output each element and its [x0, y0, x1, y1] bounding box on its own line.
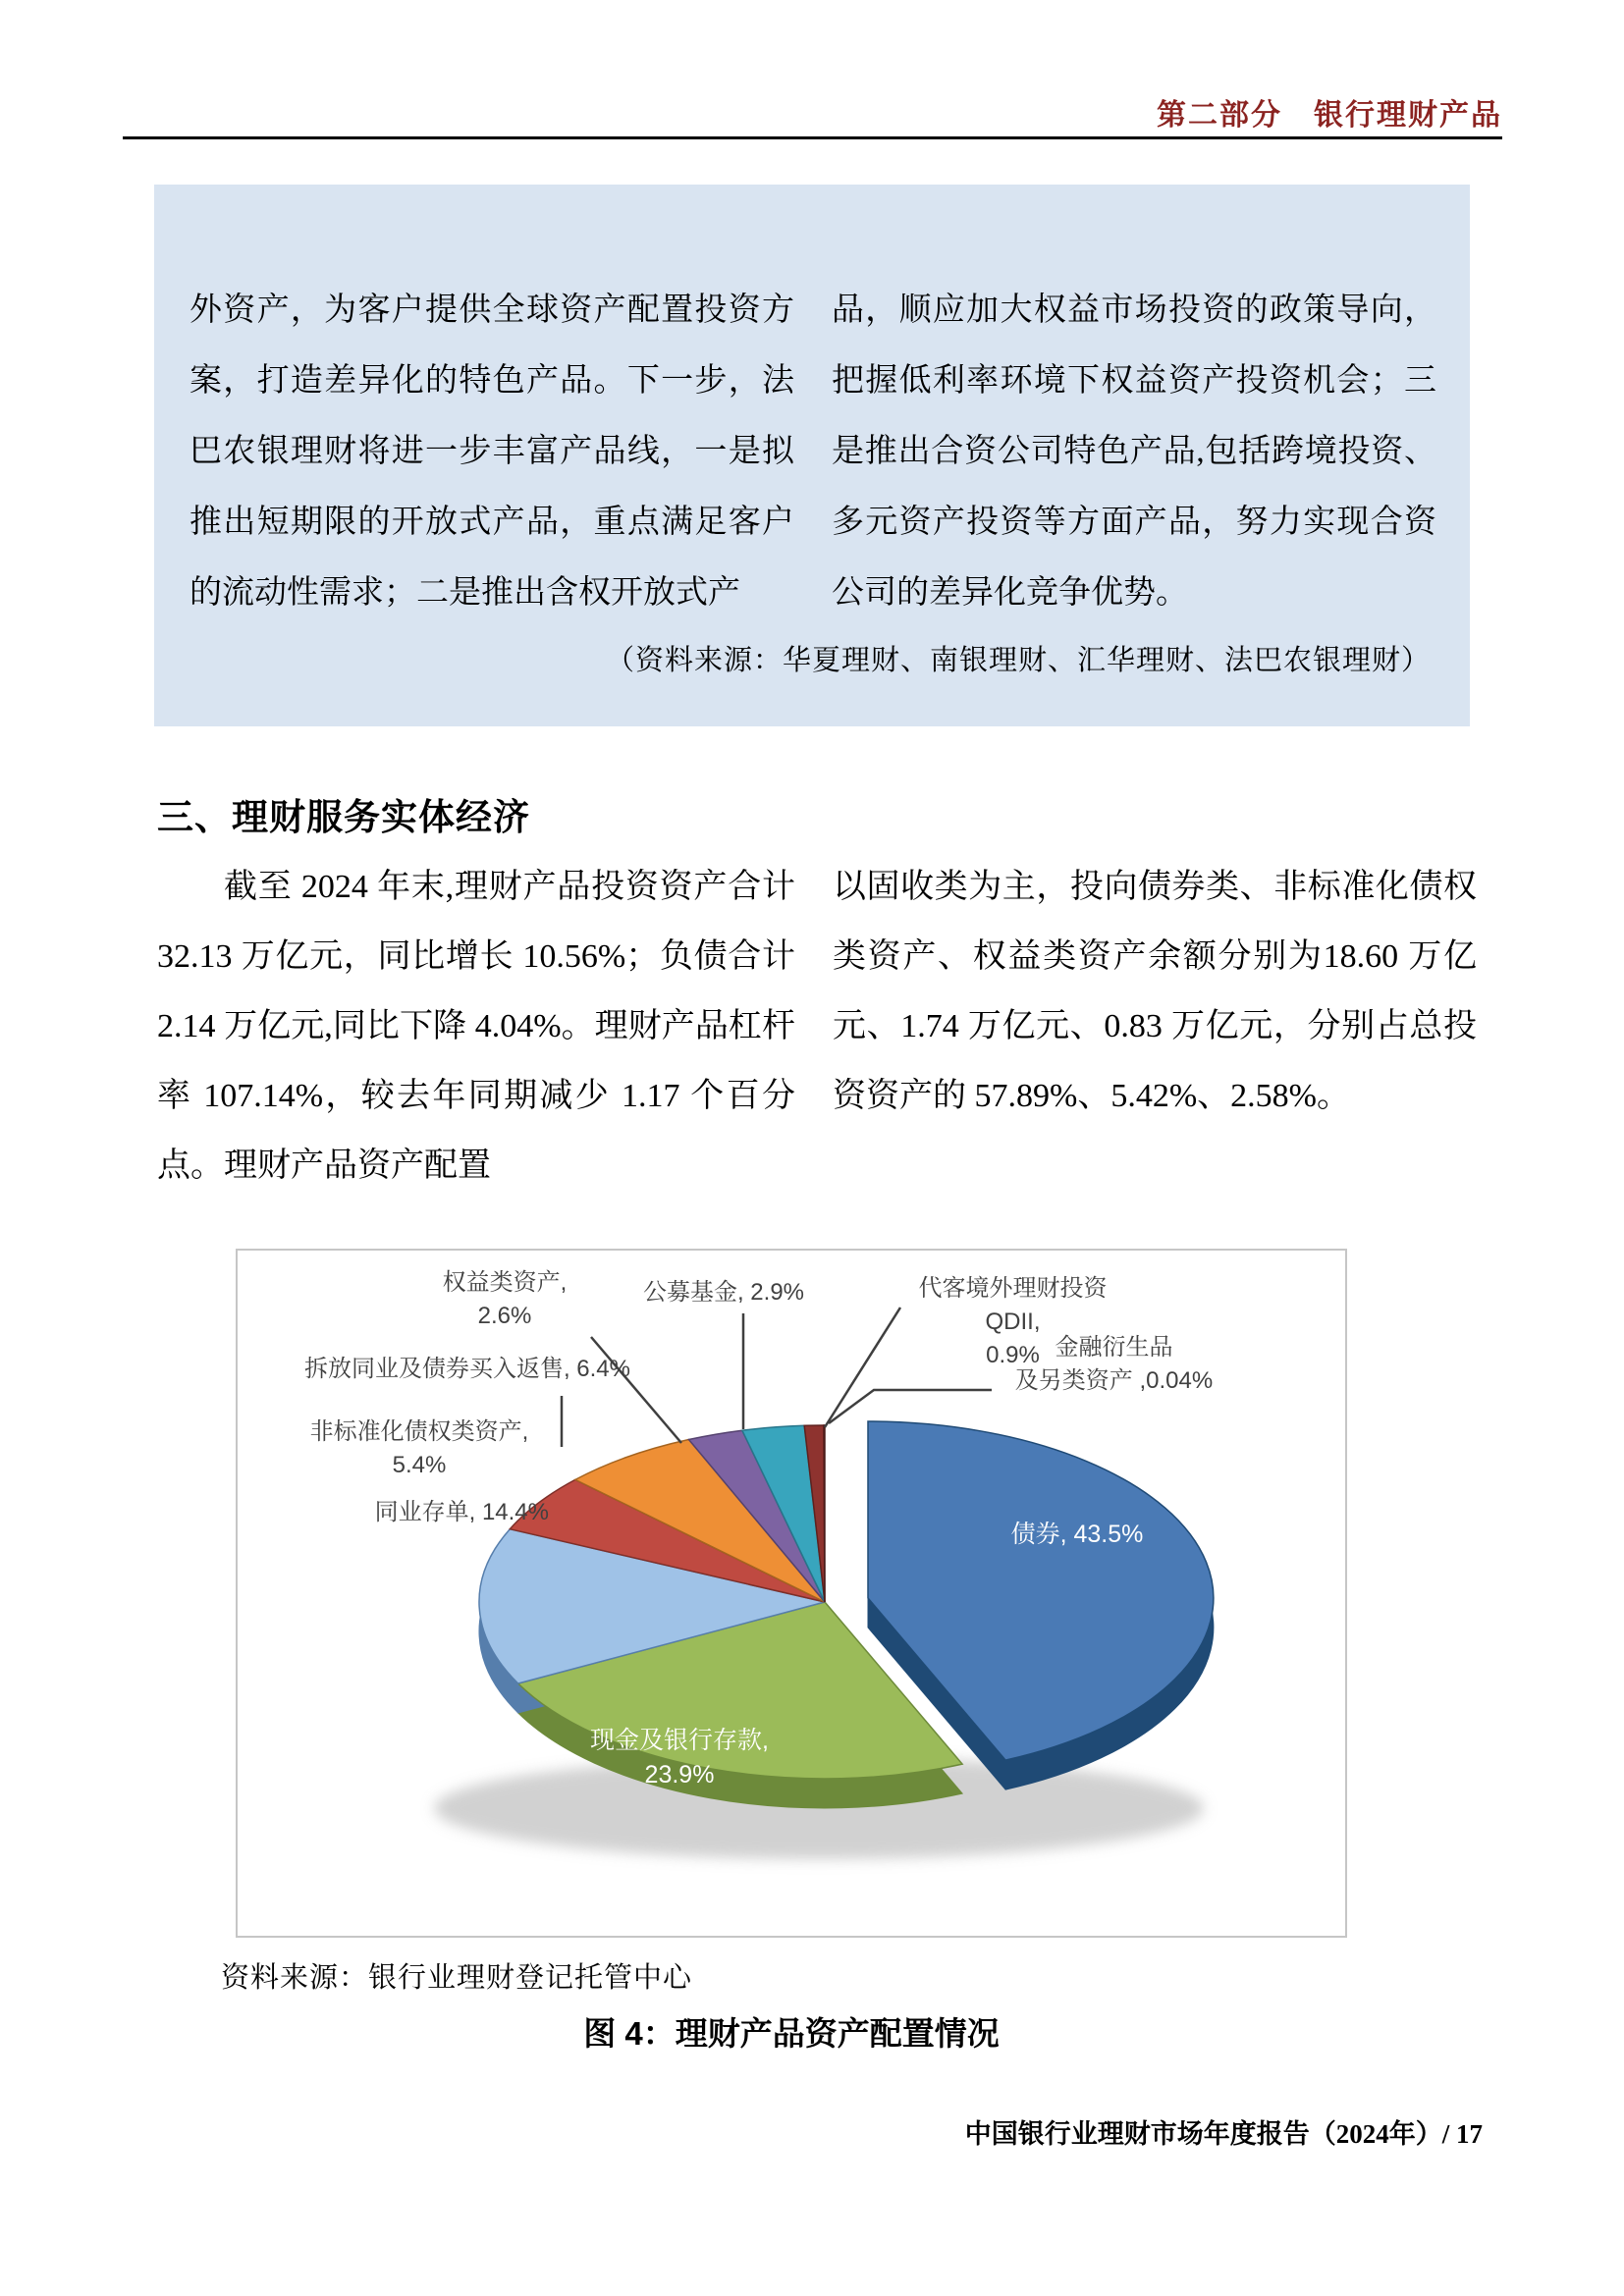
highlight-source-note: （资料来源：华夏理财、南银理财、汇华理财、法巴农银理财）	[605, 645, 1431, 676]
label-bond-slice: 债券, 43.5%	[1010, 1521, 1144, 1548]
leader-derivatives	[829, 1390, 992, 1423]
label-cash-slice: 现金及银行存款, 23.9%	[590, 1727, 769, 1789]
body-left-column	[157, 852, 795, 1201]
callout-interbank-lending: 拆放同业及债券买入返售, 6.4%	[303, 1356, 630, 1382]
callout-public-fund: 公募基金, 2.9%	[642, 1279, 805, 1306]
section-heading: 三、理财服务实体经济	[157, 797, 530, 837]
footer-report-title: 中国银行业理财市场年度报告（2024年）/	[964, 2119, 1450, 2149]
pie-slice-8	[824, 1425, 825, 1602]
pie-chart-figure	[236, 1249, 1347, 1938]
callout-qdii: 代客境外理财投资QDII, 0.9%	[918, 1275, 1108, 1368]
page-header: 第二部分 银行理财产品	[1157, 99, 1502, 132]
body-right-column	[833, 852, 1477, 1131]
footer-page-number: 17	[1456, 2119, 1483, 2149]
callout-derivatives: 金融衍生品 及另类资产 ,0.04%	[1014, 1334, 1214, 1394]
callout-nonstandard-debt: 非标准化债权类资产, 5.4%	[309, 1418, 529, 1478]
highlight-box	[154, 185, 1470, 726]
highlight-right-column: 品，顺应加大权益市场投资的政策导向，把握低利率环境下权益资产投资机会；三是推出合资公司特色产品,包括跨境投资、多元资产投资等方面产品，努力实现合资公司的差异化竞争优势。	[832, 293, 1436, 611]
body-right-paragraph: 以固收类为主，投向债券类、非标准化债权类资产、权益类资产余额分别为18.60 万亿元、1.74 万亿元、0.83 万亿元，分别占总投资资产的 57.89%、5.42%、2.58%。	[833, 869, 1477, 1114]
callout-equity: 权益类资产, 2.6%	[442, 1269, 568, 1329]
figure-caption: 图 4：理财产品资产配置情况	[583, 2015, 1000, 2052]
header-rule	[123, 136, 1502, 139]
leader-qdii	[825, 1308, 900, 1427]
callout-ncd: 同业存单, 14.4%	[374, 1499, 549, 1525]
page-footer	[965, 2112, 1483, 2151]
body-left-paragraph: 截至 2024 年末,理财产品投资资产合计 32.13 万亿元，同比增长 10.56%；负债合计 2.14 万亿元,同比下降 4.04%。理财产品杠杆率 107.14%，较去年同期减少 1.17 个百分点。理财产品资产配置	[157, 869, 795, 1184]
highlight-left-column: 外资产，为客户提供全球资产配置投资方案，打造差异化的特色产品。下一步，法巴农银理财将进一步丰富产品线，一是拟推出短期限的开放式产品，重点满足客户的流动性需求；二是推出含权开放式产	[189, 293, 794, 611]
figure-source-note: 资料来源：银行业理财登记托管中心	[221, 1962, 693, 1994]
